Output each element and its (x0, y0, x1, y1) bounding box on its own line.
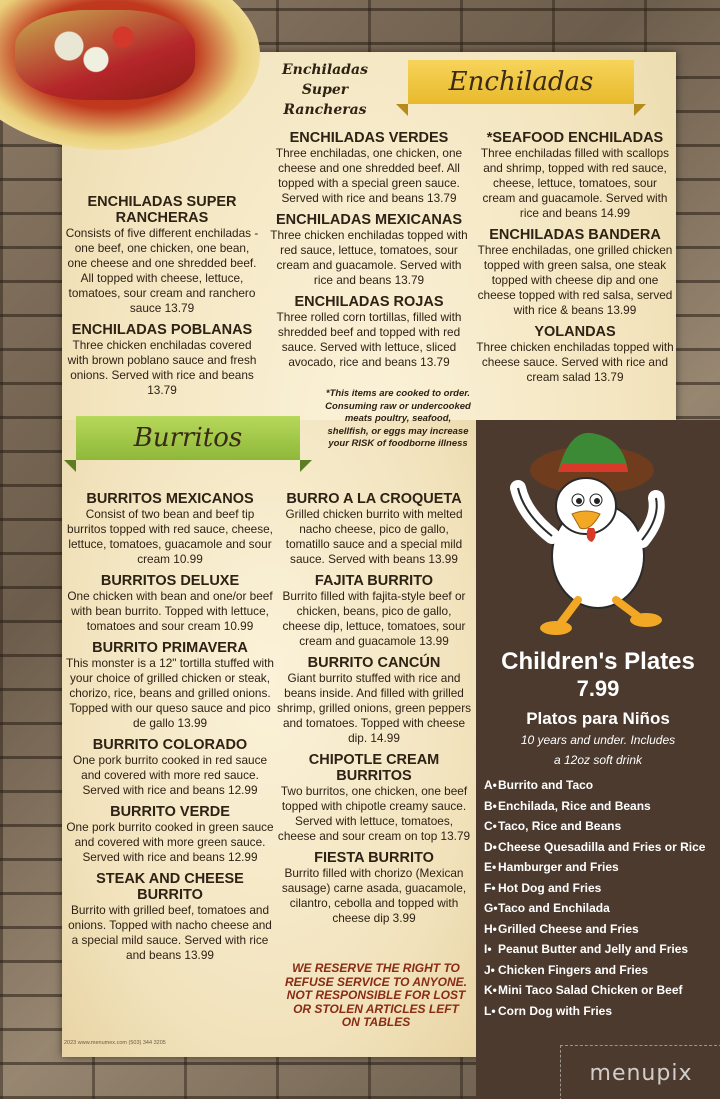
item-desc: Three enchiladas, one chicken, one cheese and one shredded beef. All topped with a special green sauce. Served with rice and beans 13.79 (275, 146, 463, 205)
item-name: BURRITOS DELUXE (100, 573, 240, 589)
item-text: Grilled Cheese and Fries (498, 921, 639, 936)
item-name: ENCHILADAS SUPER RANCHERAS (87, 194, 237, 226)
list-item (484, 859, 716, 875)
item-desc: Burrito filled with fajita-style beef or chicken, beans, pico de gallo, cheese dip, lettuce, tomatoes, sour cream and guacamole 13.99 (282, 589, 466, 648)
item-letter: K• (484, 983, 497, 997)
menupix-watermark: menupix (560, 1045, 720, 1101)
childrens-header (476, 648, 720, 770)
item-text: Hot Dog and Fries (498, 880, 602, 895)
item-letter: C• (484, 819, 497, 833)
chicken-leg (560, 600, 578, 624)
childrens-subtitle: Platos para Niños (526, 709, 670, 728)
item-name: ENCHILADAS BANDERA (489, 227, 661, 243)
item-text: Enchilada, Rice and Beans (498, 798, 651, 813)
list-item (484, 982, 716, 998)
burritos-col-1 (66, 491, 274, 969)
banner-fold (300, 460, 312, 472)
item-name: YOLANDAS (534, 324, 616, 340)
enchiladas-col-2 (270, 130, 468, 376)
item-letter: I• (484, 942, 492, 956)
list-item (484, 777, 716, 793)
item-name: ENCHILADAS POBLANAS (71, 322, 253, 338)
list-item (484, 921, 716, 937)
enchiladas-col-3 (476, 130, 674, 391)
childrens-note-1: 10 years and under. Includes (520, 733, 676, 747)
item-name: FIESTA BURRITO (314, 850, 434, 866)
item-text: Chicken Fingers and Fries (498, 962, 649, 977)
chicken-wing (518, 488, 552, 536)
item-name: STEAK AND CHEESE BURRITO (96, 871, 244, 903)
item-letter: L• (484, 1003, 496, 1018)
item-desc: Three chicken enchiladas topped with red sauce, lettuce, tomatoes, sour cream and guacamole. Served with rice and beans 13.79 (270, 228, 468, 287)
menu-item (276, 491, 472, 567)
burritos-heading: Burritos (133, 423, 243, 453)
list-item (484, 900, 716, 916)
item-name: BURRITO COLORADO (92, 737, 248, 753)
item-letter: F• (484, 880, 496, 895)
menu-item (66, 804, 274, 865)
burritos-banner (76, 416, 300, 460)
menu-item (64, 322, 260, 398)
item-text: Burrito and Taco (498, 778, 594, 792)
item-text: Cheese Quesadilla and Fries or Rice (498, 839, 706, 854)
childrens-price: 7.99 (576, 676, 620, 701)
burritos-col-2 (276, 491, 472, 932)
item-text: Mini Taco Salad Chicken or Beef (498, 983, 683, 997)
item-desc: Grilled chicken burrito with melted nacho cheese, pico de gallo, tomatillo sauce and a special mild sauce. Served with beans 13.99 (285, 507, 463, 566)
menu-item (476, 130, 674, 221)
item-name: BURRITO VERDE (110, 804, 230, 820)
item-name: ENCHILADAS MEXICANAS (275, 212, 463, 228)
list-item (484, 839, 716, 855)
banner-fold (396, 104, 408, 116)
chicken-foot (540, 621, 572, 635)
item-letter: G• (484, 901, 498, 915)
menu-item (276, 573, 472, 649)
item-desc: Three chicken enchiladas topped with cheese sauce. Served with rice and cream salad 13.79 (476, 340, 674, 384)
reserve-notice: WE RESERVE THE RIGHT TO REFUSE SERVICE TO ANYONE. NOT RESPONSIBLE FOR LOST OR STOLEN ARTICLES LEFT ON TABLES (284, 961, 468, 1029)
menu-item (270, 212, 468, 288)
item-desc: Three enchiladas filled with scallops and shrimp, topped with red sauce, cheese, lettuce, tomatoes, sour cream and guacamole. Served with rice and beans 14.99 (480, 146, 670, 220)
item-desc: One pork burrito cooked in red sauce and covered with more red sauce. Served with rice and beans 12.99 (72, 753, 268, 797)
item-text: Taco, Rice and Beans (498, 819, 622, 833)
item-desc: Two burritos, one chicken, one beef topped with chipotle creamy sauce. Served with lettuce, tomatoes, cheese and sour cream on top 13.79 (277, 784, 471, 843)
footer-credit: 2023 www.menumex.com (503) 344 3205 (64, 1040, 166, 1046)
banner-fold (64, 460, 76, 472)
sombrero-band (558, 464, 628, 472)
item-letter: A• (484, 778, 497, 792)
item-desc: Consists of five different enchiladas - one beef, one chicken, one bean, one cheese and one shredded beef. All topped with cheese, lettuce, tomatoes, sour cream and ranchero sauce 13.79 (65, 226, 259, 315)
item-desc: Three enchiladas, one grilled chicken topped with green salsa, one steak topped with cheese dip and one cheese topped with red salsa, served with rice & beans 13.99 (477, 243, 673, 317)
menu-item (66, 737, 274, 798)
item-desc: Burrito with grilled beef, tomatoes and onions. Topped with nacho cheese and a special mild sauce. Served with rice and beans 13.99 (68, 903, 272, 962)
chicken-foot (630, 613, 662, 627)
menu-item (276, 752, 472, 844)
item-desc: Burrito filled with chorizo (Mexican sausage) carne asada, guacamole, cilantro, cebolla and topped with cheese dip 3.99 (281, 866, 467, 925)
menu-item (476, 324, 674, 385)
item-letter: B• (484, 798, 497, 813)
item-text: Corn Dog with Fries (498, 1003, 612, 1018)
list-item (484, 880, 716, 896)
item-letter: J• (484, 962, 495, 977)
list-item (484, 941, 716, 957)
item-name: BURRITO PRIMAVERA (92, 640, 248, 656)
item-desc: Consist of two bean and beef tip burritos topped with red sauce, cheese, lettuce, tomatoes, guacamole and sour cream 10.99 (67, 507, 273, 566)
item-name: FAJITA BURRITO (314, 573, 434, 589)
chicken-mascot-illustration (500, 428, 680, 638)
menu-item (276, 850, 472, 926)
list-item (484, 1003, 716, 1019)
enchiladas-banner (408, 60, 634, 104)
item-name: BURRO A LA CROQUETA (286, 491, 462, 507)
item-name: ENCHILADAS ROJAS (294, 294, 444, 310)
menu-item (270, 294, 468, 370)
childrens-note-2: a 12oz soft drink (553, 753, 643, 767)
item-letter: D• (484, 839, 497, 854)
menu-item (270, 130, 468, 206)
item-desc: Three chicken enchiladas covered with brown poblano sauce and fresh onions. Served with rice and beans 13.79 (67, 338, 257, 397)
list-item (484, 962, 716, 978)
item-desc: One pork burrito cooked in green sauce and covered with more green sauce. Served with rice and beans 12.99 (66, 820, 274, 864)
item-text: Peanut Butter and Jelly and Fries (498, 942, 689, 956)
menu-item (64, 194, 260, 316)
enchiladas-col-1 (64, 194, 260, 404)
item-letter: H• (484, 921, 497, 936)
item-desc: Giant burrito stuffed with rice and beans inside. And filled with grilled shrimp, grilled onions, green peppers and tomatoes. Topped with cheese dip. 14.99 (276, 671, 472, 745)
item-name: *SEAFOOD ENCHILADAS (486, 130, 664, 146)
item-name: ENCHILADAS VERDES (289, 130, 449, 146)
item-desc: One chicken with bean and one/or beef with bean burrito. Topped with lettuce, tomatoes and sour cream 10.99 (67, 589, 273, 633)
item-desc: Three rolled corn tortillas, filled with shredded beef and topped with red sauce. Served with lettuce, sliced avocado, rice and beans 13.79 (276, 310, 462, 369)
list-item (484, 818, 716, 834)
food-safety-note: *This items are cooked to order. Consuming raw or undercooked meats poultry, seafood, shellfish, or eggs may increase your RISK of foodborne illness (325, 388, 471, 449)
item-name: CHIPOTLE CREAM BURRITOS (308, 752, 440, 784)
childrens-title: Children's Plates (501, 648, 695, 675)
menu-item (66, 491, 274, 567)
banner-fold (634, 104, 646, 116)
list-item (484, 798, 716, 814)
menu-item (66, 573, 274, 634)
menu-item (276, 655, 472, 746)
item-text: Taco and Enchilada (498, 901, 610, 915)
menu-item (476, 227, 674, 318)
item-desc: This monster is a 12" tortilla stuffed with your choice of grilled chicken or steak, chorizo, rice, beans and grilled onions. Topped with our queso sauce and pico de gallo 13.99 (66, 656, 274, 730)
menu-item (66, 871, 274, 963)
menu-item (66, 640, 274, 731)
script-caption: Enchiladas Super Rancheras (281, 62, 368, 118)
childrens-list (484, 777, 716, 1023)
enchilada-food (15, 10, 195, 100)
item-name: BURRITOS MEXICANOS (86, 491, 254, 507)
enchiladas-heading: Enchiladas (448, 67, 594, 97)
item-text: Hamburger and Fries (498, 860, 619, 874)
item-name: BURRITO CANCÚN (307, 655, 441, 671)
item-letter: E• (484, 860, 497, 874)
